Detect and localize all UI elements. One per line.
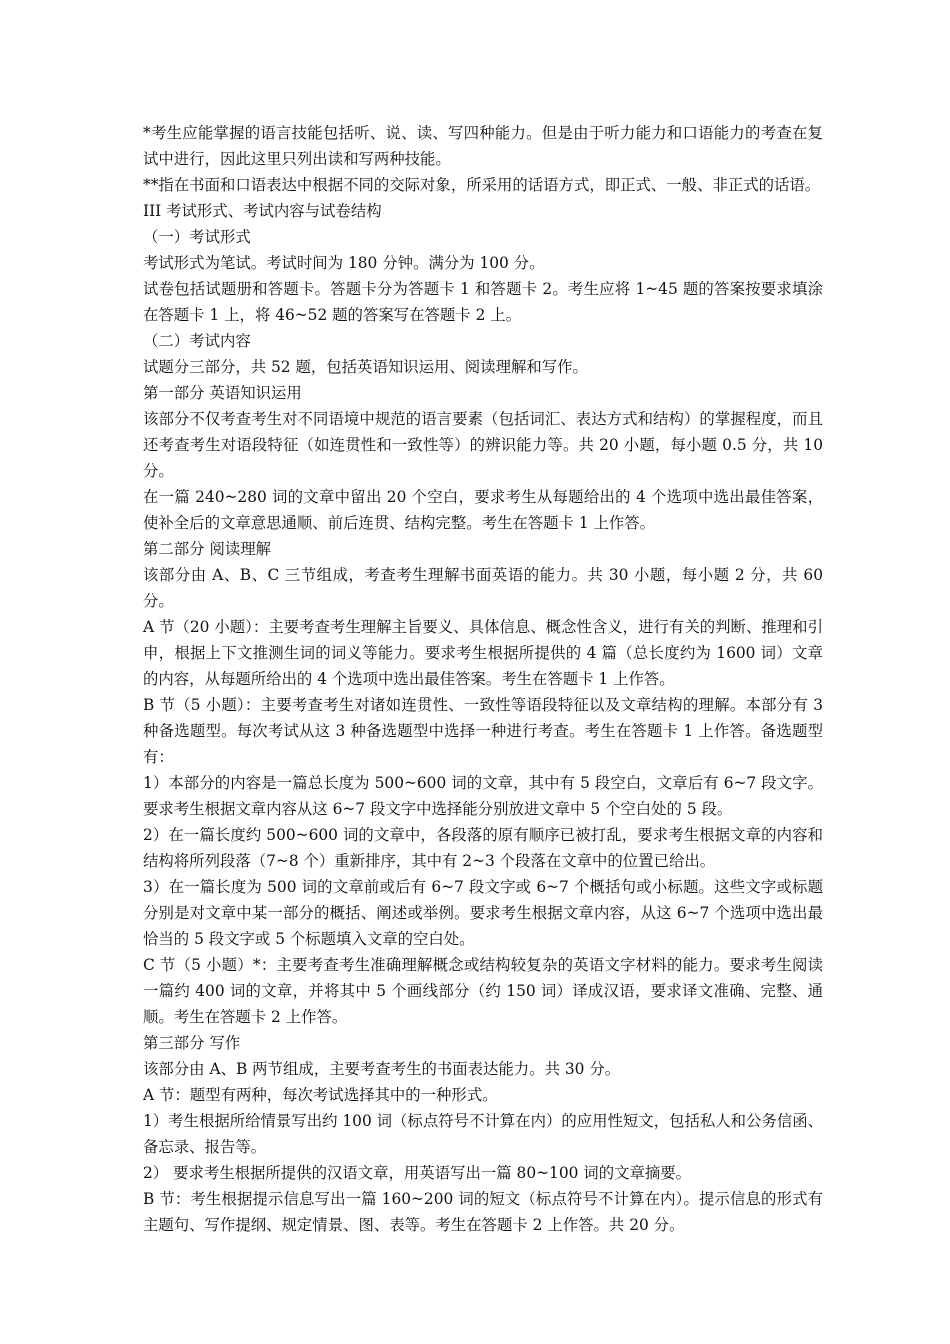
section-a-reading: A 节（20 小题）：主要考查考生理解主旨要义、具体信息、概念性含义，进行有关的判断、推理和引申，根据上下文推测生词的词义等能力。要求考生根据所提供的 4 篇（总长度约为 1600 词）文章的内容，从每题所给出的 4 个选项中选出最佳答案。考生在答题卡 1 上作答。 [143, 618, 823, 688]
paragraph-answer-sheets: 试卷包括试题册和答题卡。答题卡分为答题卡 1 和答题卡 2。考生应将 1~45 题的答案按要求填涂在答题卡 1 上，将 46~52 题的答案写在答题卡 2 上。 [143, 280, 823, 324]
section-b-reading: B 节（5 小题）：主要考查考生对诸如连贯性、一致性等语段特征以及文章结构的理解。本部分有 3 种备选题型。每次考试从这 3 种备选题型中选择一种进行考查。考生在答题卡 1 上作答。备选题型有： [143, 696, 823, 766]
option-1: 1）本部分的内容是一篇总长度为 500~600 词的文章，其中有 5 段空白，文章后有 6~7 段文字。要求考生根据文章内容从这 6~7 段文字中选择能分别放进文章中 5 个空白处的 5 段。 [143, 774, 823, 818]
part-one-cloze: 在一篇 240~280 词的文章中留出 20 个空白，要求考生从每题给出的 4 个选项中选出最佳答案，使补全后的文章意思通顺、前后连贯、结构完整。考生在答题卡 1 上作答。 [143, 488, 823, 532]
section-a-writing: A 节：题型有两种，每次考试选择其中的一种形式。 [143, 1086, 498, 1104]
section-b-writing: B 节：考生根据提示信息写出一篇 160~200 词的短文（标点符号不计算在内）。提示信息的形式有主题句、写作提纲、规定情景、图、表等。考生在答题卡 2 上作答。共 20 分。 [143, 1190, 823, 1234]
part-one-description: 该部分不仅考查考生对不同语境中规范的语言要素（包括词汇、表达方式和结构）的掌握程度，而且还考查考生对语段特征（如连贯性和一致性等）的辨识能力等。共 20 小题，每小题 0.5 分，共 10 分。 [143, 410, 823, 480]
part-three-description: 该部分由 A、B 两节组成，主要考查考生的书面表达能力。共 30 分。 [143, 1060, 621, 1078]
option-2: 2）在一篇长度约 500~600 词的文章中，各段落的原有顺序已被打乱，要求考生根据文章的内容和结构将所列段落（7~8 个）重新排序，其中有 2~3 个段落在文章中的位置已给出。 [143, 826, 823, 870]
option-3: 3）在一篇长度为 500 词的文章前或后有 6~7 段文字或 6~7 个概括句或小标题。这些文字或标题分别是对文章中某一部分的概括、阐述或举例。要求考生根据文章内容，从这 6~7 个选项中选出最恰当的 5 段文字或 5 个标题填入文章的空白处。 [143, 878, 823, 948]
section-heading-iii: III 考试形式、考试内容与试卷结构 [143, 202, 382, 220]
footnote-register: **指在书面和口语表达中根据不同的交际对象，所采用的话语方式，即正式、一般、非正式的话语。 [143, 176, 821, 194]
footnote-skills: *考生应能掌握的语言技能包括听、说、读、写四种能力。但是由于听力能力和口语能力的考查在复试中进行，因此这里只列出读和写两种技能。 [143, 124, 823, 168]
paragraph-three-parts: 试题分三部分，共 52 题，包括英语知识运用、阅读理解和写作。 [143, 358, 588, 376]
part-two-heading: 第二部分 阅读理解 [143, 540, 272, 558]
subheading-exam-content: （二）考试内容 [143, 332, 251, 350]
part-one-heading: 第一部分 英语知识运用 [143, 384, 302, 402]
part-two-description: 该部分由 A、B、C 三节组成，考查考生理解书面英语的能力。共 30 小题，每小题 2 分，共 60 分。 [143, 566, 823, 610]
subheading-exam-form: （一）考试形式 [143, 228, 251, 246]
writing-type-2: 2） 要求考生根据所提供的汉语文章，用英语写出一篇 80~100 词的文章摘要。 [143, 1164, 692, 1182]
section-c-translation: C 节（5 小题）*：主要考查考生准确理解概念或结构较复杂的英语文字材料的能力。要求考生阅读一篇约 400 词的文章，并将其中 5 个画线部分（约 150 词）译成汉语，要求译文准确、完整、通顺。考生在答题卡 2 上作答。 [143, 956, 823, 1026]
part-three-heading: 第三部分 写作 [143, 1034, 241, 1052]
writing-type-1: 1）考生根据所给情景写出约 100 词（标点符号不计算在内）的应用性短文，包括私人和公务信函、备忘录、报告等。 [143, 1112, 823, 1156]
paragraph-exam-duration: 考试形式为笔试。考试时间为 180 分钟。满分为 100 分。 [143, 254, 545, 272]
document-body [143, 120, 823, 1238]
